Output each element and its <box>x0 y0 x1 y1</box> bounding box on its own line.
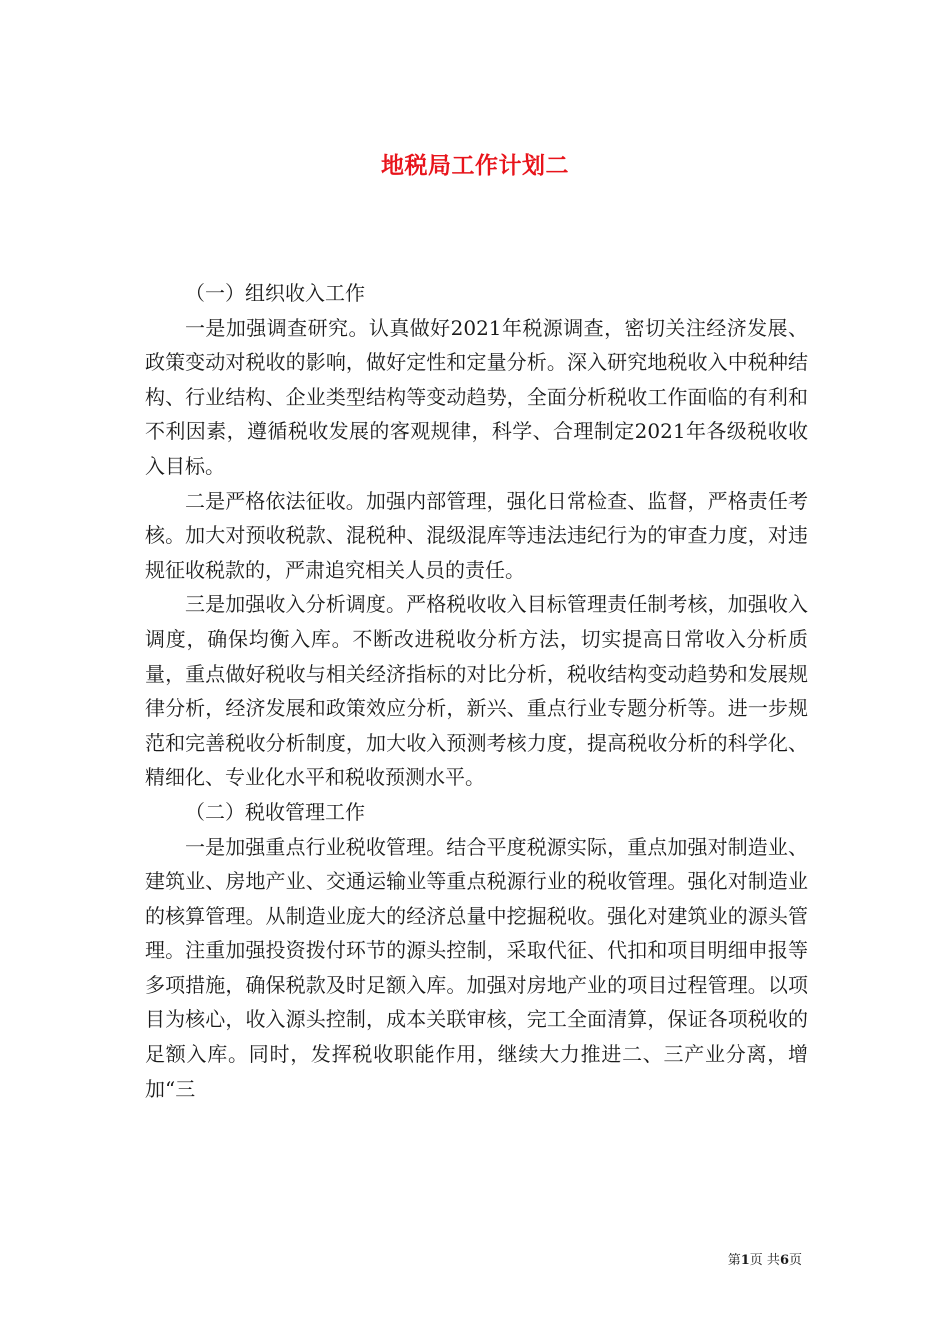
document-title: 地税局工作计划二 <box>381 152 569 180</box>
footer-suffix: 页 <box>788 1253 802 1268</box>
current-page-number: 1 <box>740 1253 750 1268</box>
footer-prefix: 第 <box>727 1253 741 1268</box>
paragraph: 三是加强收入分析调度。严格税收收入目标管理责任制考核，加强收入调度，确保均衡入库。不断改进税收分析方法，切实提高日常收入分析质量，重点做好税收与相关经济指标的对比分析，税收结构变动趋势和发展规律分析，经济发展和政策效应分析，新兴、重点行业专题分析等。进一步规范和完善税收分析制度，加大收入预测考核力度，提高税收分析的科学化、精细化、专业化水平和税收预测水平。 <box>145 592 808 790</box>
footer-middle: 页 共 <box>749 1253 780 1268</box>
total-page-count: 6 <box>779 1253 789 1268</box>
page-number-footer <box>728 1249 802 1268</box>
document-body <box>145 276 808 1106</box>
paragraph: 二是严格依法征收。加强内部管理，强化日常检查、监督，严格责任考核。加大对预收税款、混税种、混级混库等违法违纪行为的审查力度，对违规征收税款的，严肃追究相关人员的责任。 <box>145 488 808 582</box>
section-heading-1: （一）组织收入工作 <box>185 281 365 305</box>
paragraph: 一是加强重点行业税收管理。结合平度税源实际，重点加强对制造业、建筑业、房地产业、交通运输业等重点税源行业的税收管理。强化对制造业的核算管理。从制造业庞大的经济总量中挖掘税收。强化对建筑业的源头管理。注重加强投资拨付环节的源头控制，采取代征、代扣和项目明细申报等多项措施，确保税款及时足额入库。加强对房地产业的项目过程管理。以项目为核心，收入源头控制，成本关联审核，完工全面清算，保证各项税收的足额入库。同时，发挥税收职能作用，继续大力推进二、三产业分离，增加“三 <box>145 834 808 1101</box>
section-heading-2: （二）税收管理工作 <box>185 799 365 824</box>
paragraph: 一是加强调查研究。认真做好2021年税源调查，密切关注经济发展、政策变动对税收的影响，做好定性和定量分析。深入研究地税收入中税种结构、行业结构、企业类型结构等变动趋势，全面分析税收工作面临的有利和不利因素，遵循税收发展的客观规律，科学、合理制定2021年各级税收收入目标。 <box>145 315 808 478</box>
